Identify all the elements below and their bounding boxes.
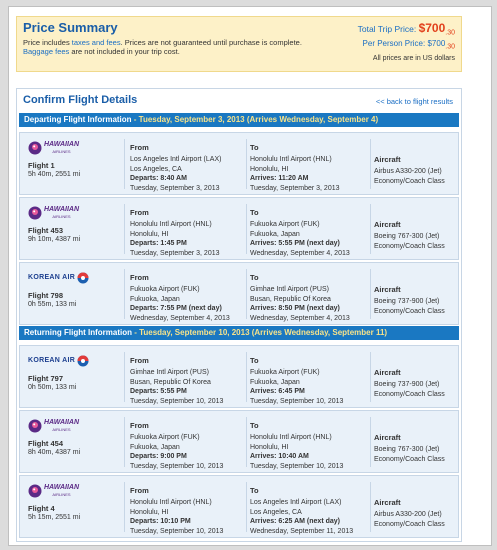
returning-label: Returning Flight Information (24, 328, 132, 337)
price-totals (358, 21, 455, 62)
flight-duration: 9h 10m, 4387 mi (28, 236, 81, 244)
departure-time: Departs: 7:55 PM (next day) (130, 305, 222, 313)
airline-cell (28, 137, 98, 180)
aircraft-type: Airbus A330-200 (Jet) (374, 511, 442, 519)
aircraft-label: Aircraft (374, 285, 401, 294)
back-to-results-link[interactable]: << back to flight results (375, 97, 453, 106)
departure-airport: Honolulu Intl Airport (HNL) (130, 221, 212, 229)
total-trip-price (358, 21, 455, 37)
airline-logo (28, 267, 98, 289)
hawaiian-flower-icon (28, 484, 42, 498)
korean-air-taegeuk-icon (77, 272, 89, 284)
confirm-flight-details (16, 88, 462, 542)
airline-logo-text: HAWAIIAN (44, 484, 79, 491)
arrival-airport: Honolulu Intl Airport (HNL) (250, 156, 332, 164)
flight-duration: 8h 40m, 4387 mi (28, 449, 81, 457)
hawaiian-flower-icon (28, 141, 42, 155)
arrival-cell (250, 143, 370, 193)
flight-segment-row (19, 475, 459, 538)
arrival-city: Los Angeles, CA (250, 508, 302, 516)
aircraft-cell (374, 285, 458, 316)
from-label: From (130, 356, 149, 365)
aircraft-type: Boeing 737-900 (Jet) (374, 298, 440, 306)
departure-date: Tuesday, September 3, 2013 (130, 184, 220, 192)
departure-city: Fukuoka, Japan (130, 443, 180, 451)
departure-date: Tuesday, September 10, 2013 (130, 397, 224, 405)
hawaiian-flower-icon (28, 419, 42, 433)
arrival-city: Busan, Republic Of Korea (250, 295, 331, 303)
arrival-airport: Los Angeles Intl Airport (LAX) (250, 499, 342, 507)
total-price-cents: .30 (445, 29, 455, 37)
aircraft-cell (374, 368, 458, 399)
aircraft-label: Aircraft (374, 220, 401, 229)
departure-cell (130, 208, 246, 258)
airline-logo-text: HAWAIIAN (44, 419, 79, 426)
airline-logo (28, 350, 98, 372)
aircraft-label: Aircraft (374, 433, 401, 442)
total-price-label: Total Trip Price: (357, 24, 417, 34)
column-divider (124, 417, 125, 467)
cabin-class: Economy/Coach Class (374, 307, 445, 315)
departure-date: Tuesday, September 10, 2013 (130, 527, 224, 535)
arrival-date: Tuesday, September 10, 2013 (250, 462, 344, 470)
departure-city: Los Angeles, CA (130, 165, 182, 173)
returning-date: - Tuesday, September 10, 2013 (Arrives Wednesday, September 11) (131, 328, 388, 337)
to-label: To (250, 486, 259, 495)
aircraft-cell (374, 220, 458, 251)
total-price-amount: $700 (418, 21, 446, 35)
arrival-date: Wednesday, September 4, 2013 (250, 249, 350, 257)
arrival-city: Fukuoka, Japan (250, 378, 300, 386)
airline-logo-subtext: AIRLINES (52, 427, 71, 432)
departing-section-header (19, 113, 459, 127)
airline-logo-subtext: AIRLINES (52, 492, 71, 497)
column-divider (246, 269, 247, 319)
departure-airport: Fukuoka Airport (FUK) (130, 434, 200, 442)
baggage-fees-link[interactable]: Baggage fees (23, 47, 70, 56)
airline-logo (28, 137, 98, 159)
column-divider (124, 352, 125, 402)
airline-logo (28, 480, 98, 502)
flight-duration: 0h 55m, 133 mi (28, 301, 77, 309)
airline-cell (28, 350, 98, 393)
flight-segment-row (19, 197, 459, 260)
arrival-airport: Gimhae Intl Airport (PUS) (250, 286, 329, 294)
aircraft-label: Aircraft (374, 498, 401, 507)
baggage-note-text: are not included in your trip cost. (69, 47, 180, 56)
to-label: To (250, 421, 259, 430)
column-divider (246, 482, 247, 532)
airline-logo-text: KOREAN AIR (28, 274, 76, 282)
aircraft-type: Boeing 767-300 (Jet) (374, 446, 440, 454)
departure-city: Honolulu, HI (130, 230, 169, 238)
arrival-cell (250, 273, 370, 323)
departure-time: Departs: 10:10 PM (130, 518, 191, 526)
cabin-class: Economy/Coach Class (374, 177, 445, 185)
aircraft-label: Aircraft (374, 368, 401, 377)
airline-logo-subtext: AIRLINES (52, 149, 71, 154)
arrival-city: Honolulu, HI (250, 443, 289, 451)
arrival-date: Wednesday, September 4, 2013 (250, 314, 350, 322)
column-divider (370, 139, 371, 189)
cabin-class: Economy/Coach Class (374, 390, 445, 398)
aircraft-type: Airbus A330-200 (Jet) (374, 168, 442, 176)
airline-cell (28, 267, 98, 310)
departure-date: Tuesday, September 10, 2013 (130, 462, 224, 470)
airline-logo-subtext: AIRLINES (52, 214, 71, 219)
airline-logo (28, 202, 98, 224)
column-divider (124, 269, 125, 319)
departure-date: Tuesday, September 3, 2013 (130, 249, 220, 257)
arrival-date: Tuesday, September 3, 2013 (250, 184, 340, 192)
confirm-title: Confirm Flight Details (23, 94, 138, 106)
cabin-class: Economy/Coach Class (374, 520, 445, 528)
departure-cell (130, 486, 246, 536)
arrival-time: Arrives: 8:50 PM (next day) (250, 305, 340, 313)
departure-date: Wednesday, September 4, 2013 (130, 314, 230, 322)
column-divider (246, 417, 247, 467)
returning-section-header (19, 326, 459, 340)
arrival-time: Arrives: 10:40 AM (250, 453, 309, 461)
departure-airport: Honolulu Intl Airport (HNL) (130, 499, 212, 507)
per-person-price (358, 39, 455, 51)
departure-cell (130, 356, 246, 406)
baggage-note-line (23, 47, 180, 56)
column-divider (246, 352, 247, 402)
arrival-date: Wednesday, September 11, 2013 (250, 527, 354, 535)
airline-logo-text: HAWAIIAN (44, 141, 79, 148)
departure-cell (130, 273, 246, 323)
flight-number: Flight 4 (28, 504, 55, 513)
arrival-airport: Honolulu Intl Airport (HNL) (250, 434, 332, 442)
per-person-cents: .30 (445, 43, 455, 51)
flight-segment-row (19, 410, 459, 473)
aircraft-cell (374, 498, 458, 529)
arrival-city: Honolulu, HI (250, 165, 289, 173)
aircraft-type: Boeing 737-900 (Jet) (374, 381, 440, 389)
column-divider (124, 139, 125, 189)
departure-city: Busan, Republic Of Korea (130, 378, 211, 386)
column-divider (246, 139, 247, 189)
departure-time: Departs: 1:45 PM (130, 240, 187, 248)
flight-duration: 5h 15m, 2551 mi (28, 514, 81, 522)
arrival-time: Arrives: 11:20 AM (250, 175, 309, 183)
flight-segment-row (19, 345, 459, 408)
flight-number: Flight 797 (28, 374, 64, 383)
flight-number: Flight 454 (28, 439, 64, 448)
departure-airport: Gimhae Intl Airport (PUS) (130, 369, 209, 377)
departure-airport: Fukuoka Airport (FUK) (130, 286, 200, 294)
aircraft-cell (374, 155, 458, 186)
column-divider (246, 204, 247, 254)
arrival-date: Tuesday, September 10, 2013 (250, 397, 344, 405)
aircraft-cell (374, 433, 458, 464)
departure-time: Departs: 5:55 PM (130, 388, 187, 396)
departure-city: Honolulu, HI (130, 508, 169, 516)
to-label: To (250, 143, 259, 152)
price-note-line (23, 38, 302, 47)
per-person-label: Per Person Price: (362, 38, 426, 48)
flight-duration: 5h 40m, 2551 mi (28, 171, 81, 179)
departure-time: Departs: 8:40 AM (130, 175, 187, 183)
departure-city: Fukuoka, Japan (130, 295, 180, 303)
hawaiian-flower-icon (28, 206, 42, 220)
arrival-city: Fukuoka, Japan (250, 230, 300, 238)
price-summary-box (16, 16, 462, 72)
departing-date: - Tuesday, September 3, 2013 (Arrives Wednesday, September 4) (131, 115, 379, 124)
column-divider (370, 352, 371, 402)
airline-logo-text: KOREAN AIR (28, 357, 76, 365)
price-note-text: . Prices are not guaranteed until purchase is complete. (120, 38, 302, 47)
arrival-time: Arrives: 6:45 PM (250, 388, 305, 396)
korean-air-taegeuk-icon (77, 355, 89, 367)
airline-logo-text: HAWAIIAN (44, 206, 79, 213)
to-label: To (250, 208, 259, 217)
aircraft-label: Aircraft (374, 155, 401, 164)
column-divider (370, 204, 371, 254)
flight-segment-row (19, 132, 459, 195)
column-divider (370, 482, 371, 532)
arrival-cell (250, 356, 370, 406)
column-divider (370, 417, 371, 467)
cabin-class: Economy/Coach Class (374, 242, 445, 250)
arrival-airport: Fukuoka Airport (FUK) (250, 369, 320, 377)
to-label: To (250, 356, 259, 365)
arrival-airport: Fukuoka Airport (FUK) (250, 221, 320, 229)
departing-label: Departing Flight Information (24, 115, 132, 124)
departure-airport: Los Angeles Intl Airport (LAX) (130, 156, 222, 164)
taxes-and-fees-link[interactable]: taxes and fees (71, 38, 121, 47)
arrival-cell (250, 421, 370, 471)
to-label: To (250, 273, 259, 282)
price-note-text: Price includes (23, 38, 72, 47)
aircraft-type: Boeing 767-300 (Jet) (374, 233, 440, 241)
arrival-cell (250, 486, 370, 536)
currency-note: All prices are in US dollars (372, 55, 455, 63)
cabin-class: Economy/Coach Class (374, 455, 445, 463)
flight-number: Flight 1 (28, 161, 55, 170)
flight-number: Flight 453 (28, 226, 64, 235)
airline-cell (28, 480, 98, 523)
flight-number: Flight 798 (28, 291, 64, 300)
departure-cell (130, 421, 246, 471)
departure-time: Departs: 9:00 PM (130, 453, 187, 461)
from-label: From (130, 273, 149, 282)
per-person-amount: $700 (427, 38, 446, 48)
arrival-time: Arrives: 5:55 PM (next day) (250, 240, 340, 248)
from-label: From (130, 421, 149, 430)
from-label: From (130, 143, 149, 152)
price-summary-title: Price Summary (23, 20, 118, 35)
airline-cell (28, 202, 98, 245)
from-label: From (130, 486, 149, 495)
from-label: From (130, 208, 149, 217)
column-divider (124, 482, 125, 532)
column-divider (124, 204, 125, 254)
column-divider (370, 269, 371, 319)
departure-cell (130, 143, 246, 193)
arrival-cell (250, 208, 370, 258)
airline-logo (28, 415, 98, 437)
flight-duration: 0h 50m, 133 mi (28, 384, 77, 392)
airline-cell (28, 415, 98, 458)
flight-segment-row (19, 262, 459, 325)
arrival-time: Arrives: 6:25 AM (next day) (250, 518, 340, 526)
